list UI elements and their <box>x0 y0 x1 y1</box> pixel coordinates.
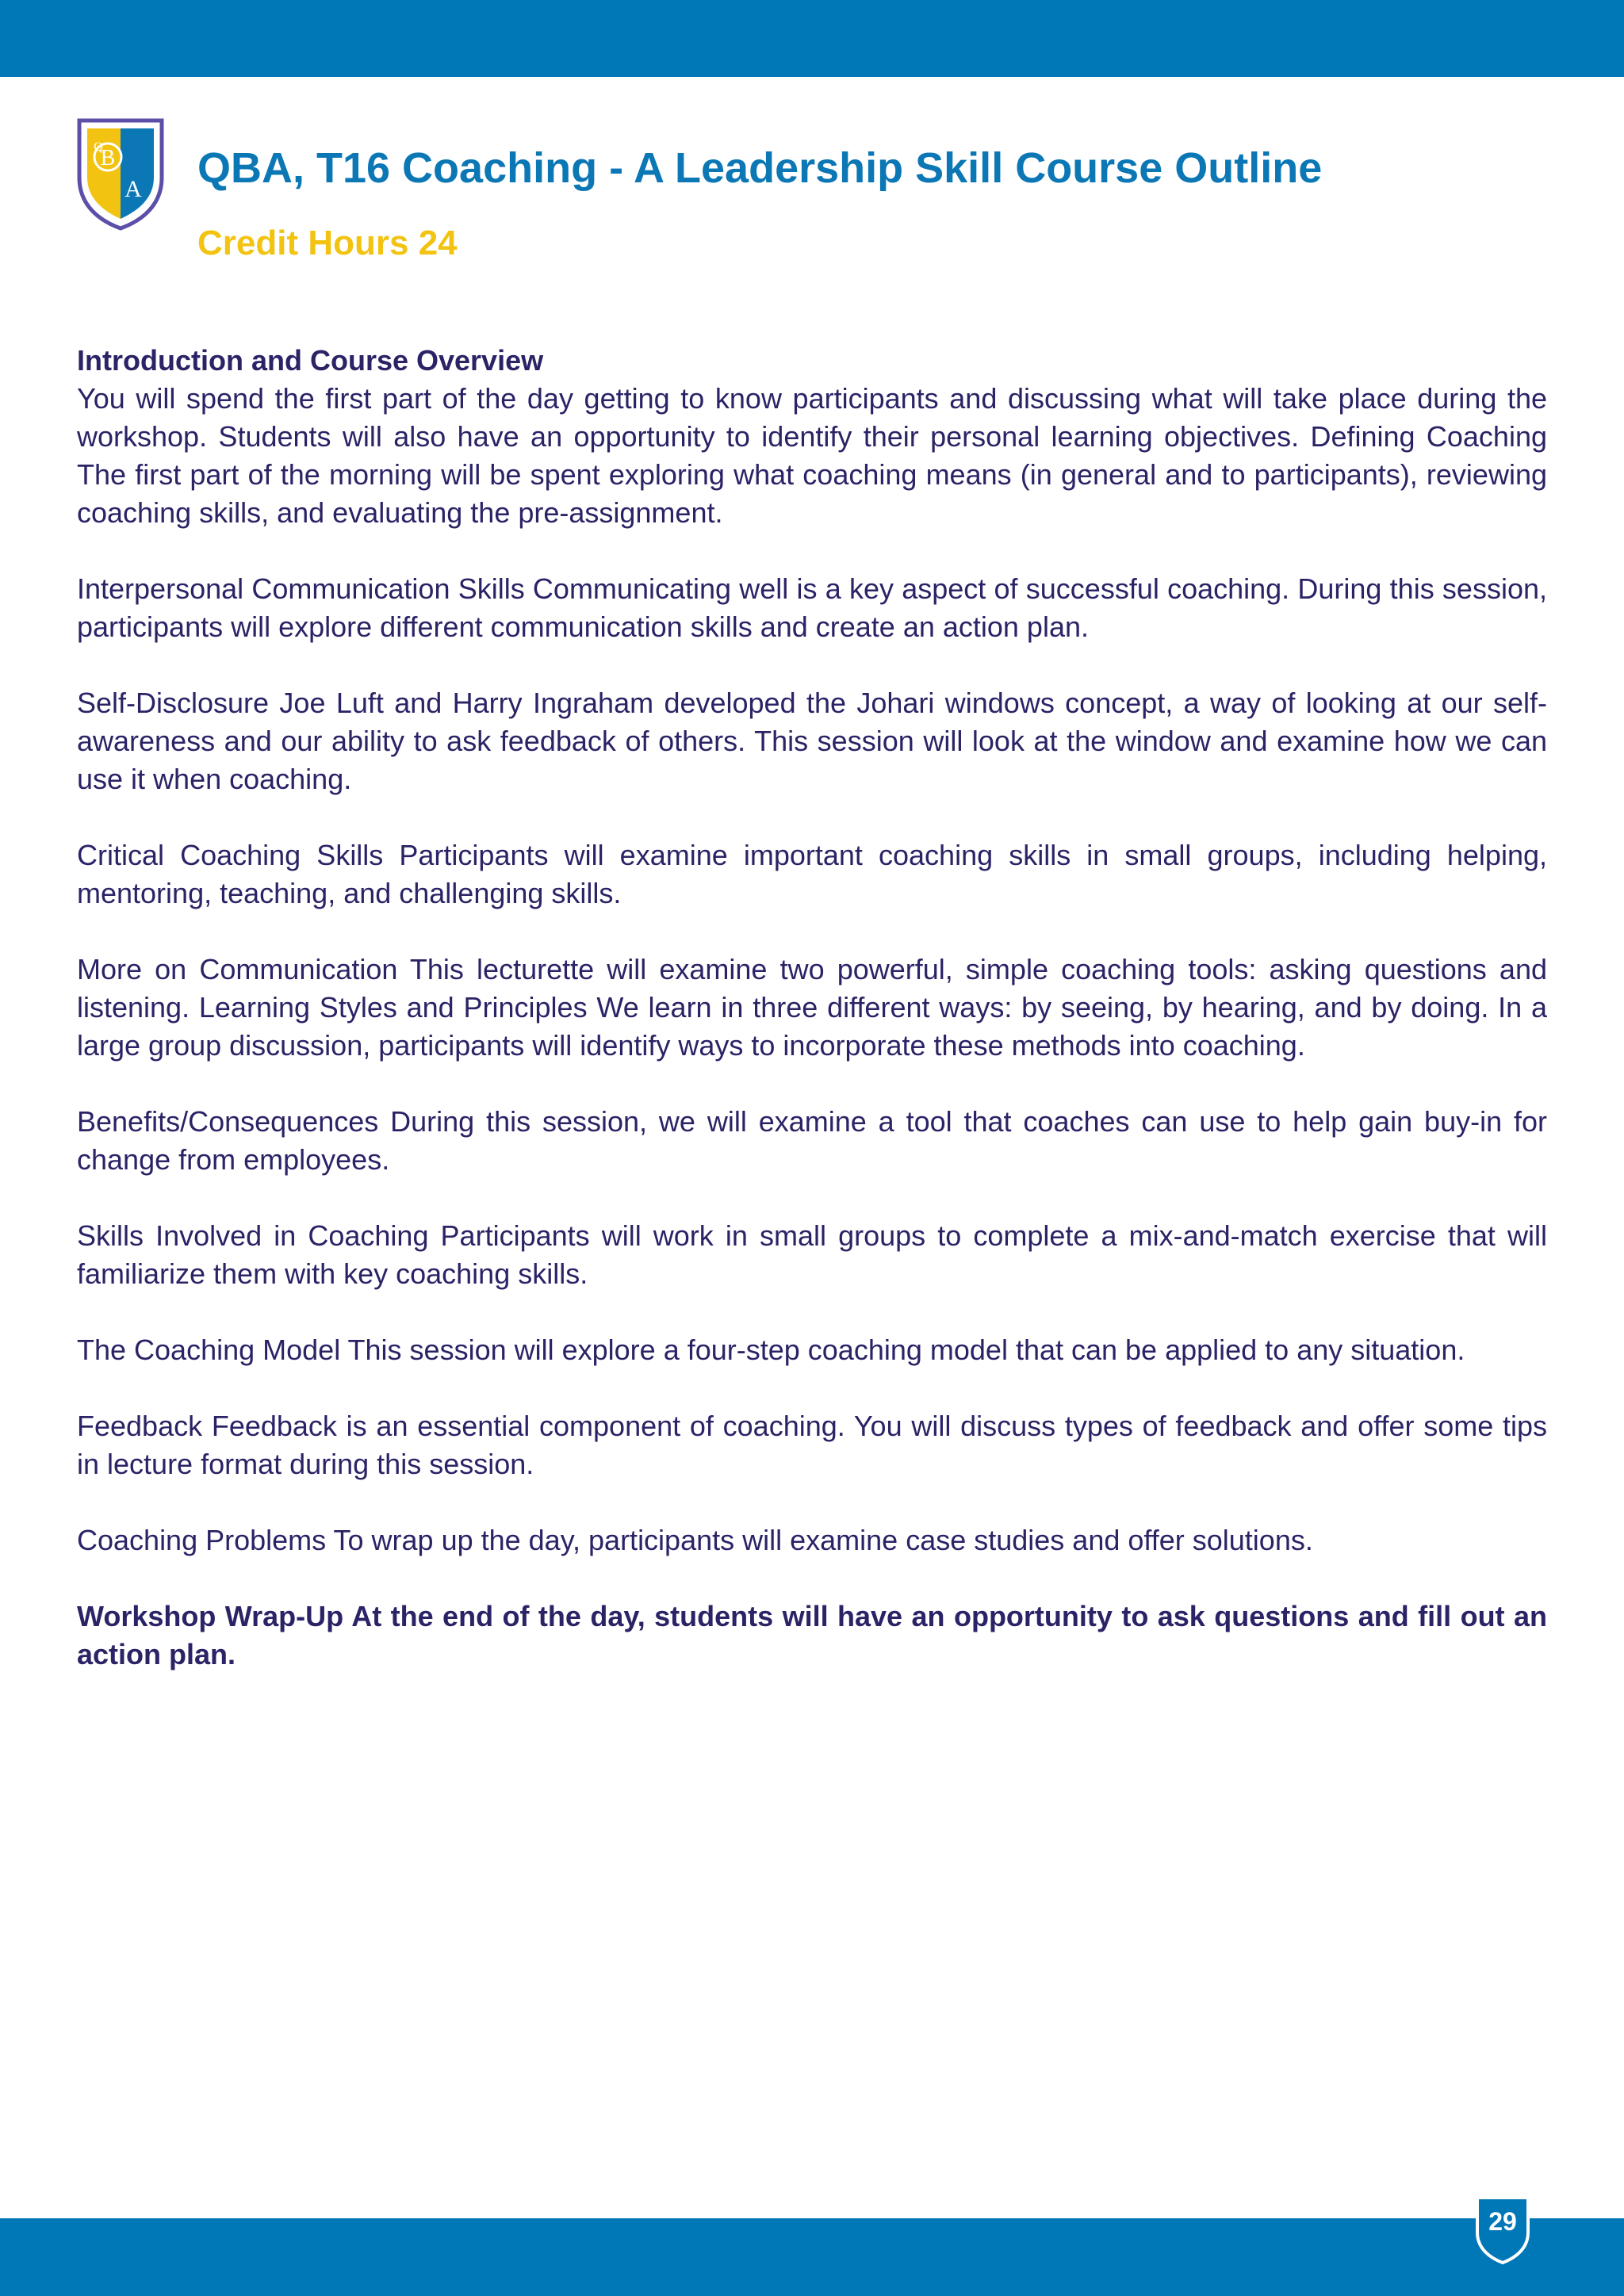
svg-text:Q: Q <box>94 140 103 154</box>
svg-text:A: A <box>124 176 142 202</box>
page-title: QBA, T16 Coaching - A Leadership Skill Course Outline <box>197 144 1323 192</box>
paragraph-workshop-wrap-up: Workshop Wrap-Up At the end of the day, students will have an opportunity to ask questions and fill out an action plan. <box>77 1600 1547 1670</box>
top-banner <box>0 0 1624 77</box>
page-number-badge <box>1474 2195 1531 2264</box>
paragraph-introduction: You will spend the first part of the day getting to know participants and discussing what will take place during the workshop. Students will also have an opportunity to identify their personal learning objectives. Defining Coaching The first part of the morning will be spent exploring what coaching means (in general and to participants), reviewing coaching skills, and evaluating the pre-assignment. <box>77 382 1547 529</box>
section-heading-introduction: Introduction and Course Overview <box>77 344 544 377</box>
shield-crest-icon <box>76 116 165 232</box>
credit-hours: Credit Hours 24 <box>197 224 458 262</box>
svg-text:B: B <box>100 146 116 170</box>
bottom-banner <box>0 2218 1624 2296</box>
paragraph-critical-coaching-skills: Critical Coaching Skills Participants will examine important coaching skills in small groups, including helping, mentoring, teaching, and challenging skills. <box>77 839 1547 909</box>
course-outline-body <box>77 342 1547 1712</box>
paragraph-benefits-consequences: Benefits/Consequences During this session, we will examine a tool that coaches can use to help gain buy-in for change from employees. <box>77 1105 1547 1176</box>
paragraph-skills-involved: Skills Involved in Coaching Participants will work in small groups to complete a mix-and-match exercise that will familiarize them with key coaching skills. <box>77 1219 1547 1290</box>
paragraph-interpersonal-communication: Interpersonal Communication Skills Communicating well is a key aspect of successful coaching. During this session, participants will explore different communication skills and create an action plan. <box>77 572 1547 643</box>
page-number: 29 <box>1488 2207 1517 2236</box>
paragraph-coaching-problems: Coaching Problems To wrap up the day, participants will examine case studies and offer solutions. <box>77 1524 1313 1556</box>
paragraph-self-disclosure: Self-Disclosure Joe Luft and Harry Ingraham developed the Johari windows concept, a way of looking at our self-awareness and our ability to ask feedback of others. This session will look at the window and examine how we can use it when coaching. <box>77 687 1547 795</box>
paragraph-feedback: Feedback Feedback is an essential component of coaching. You will discuss types of feedback and offer some tips in lecture format during this session. <box>77 1410 1547 1480</box>
paragraph-more-on-communication: More on Communication This lecturette will examine two powerful, simple coaching tools: asking questions and listening. Learning Styles and Principles We learn in three different ways: by seeing, by hearing, and by doing. In a large group discussion, participants will identify ways to incorporate these methods into coaching. <box>77 953 1547 1062</box>
paragraph-coaching-model: The Coaching Model This session will explore a four-step coaching model that can be applied to any situation. <box>77 1334 1465 1366</box>
